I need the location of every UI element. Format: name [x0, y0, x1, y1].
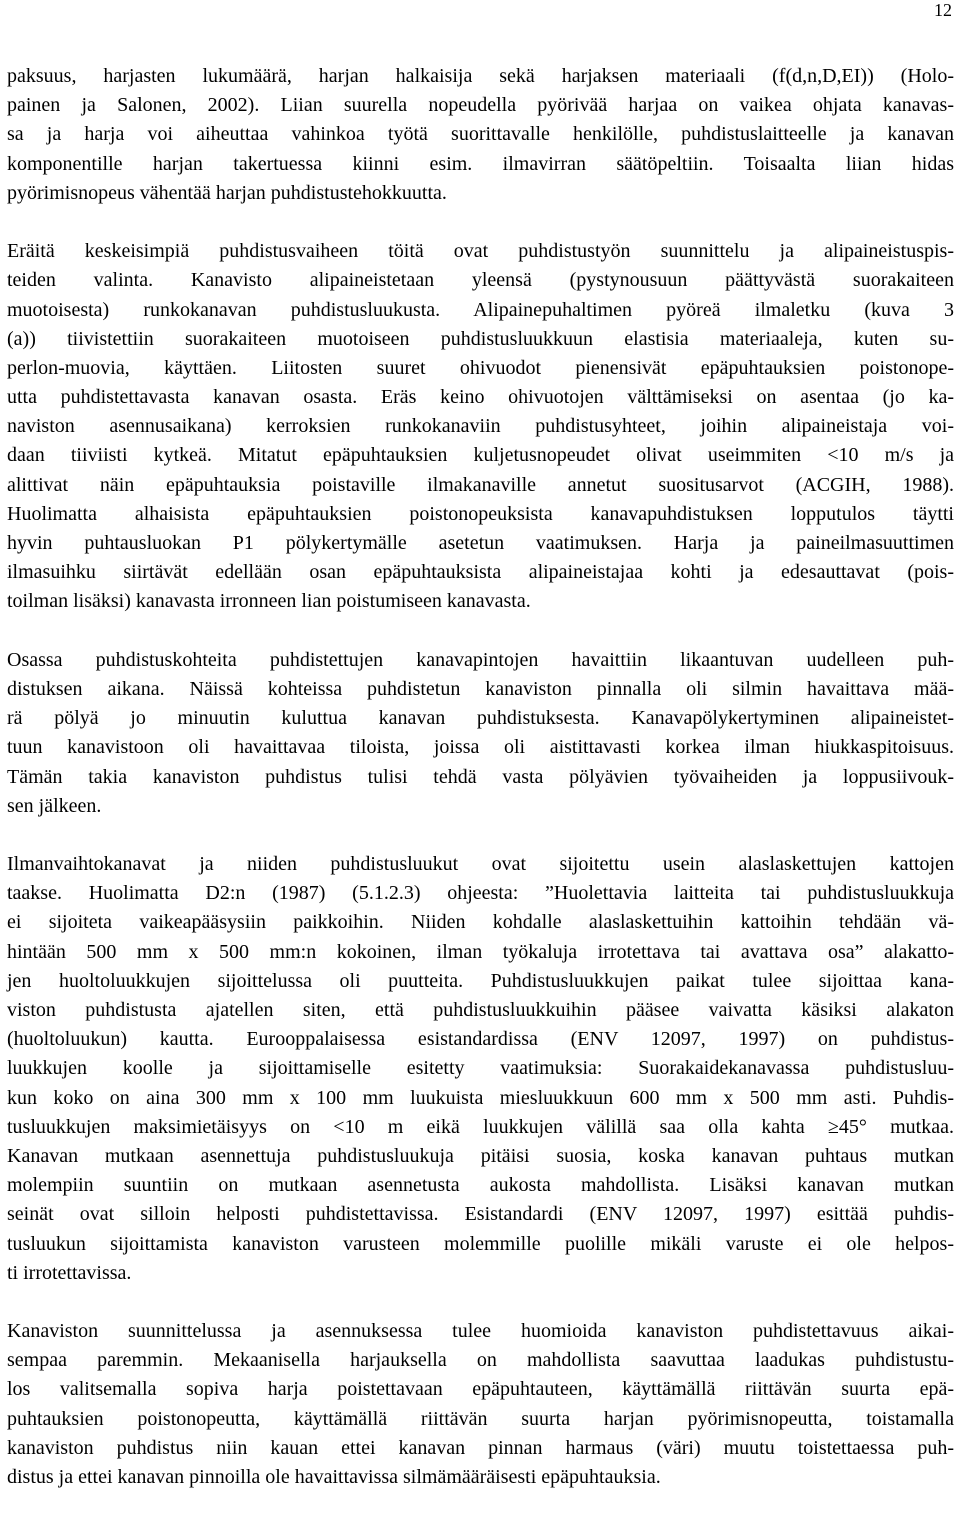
text-line: rä pölyä jo minuutin kuluttua kanavan puhdistuksesta. Kanavapölykertyminen alipaineistet-	[7, 707, 954, 730]
text-line: (huoltoluukun) kautta. Eurooppalaisessa esistandardissa (ENV 12097, 1997) on puhdistus-	[7, 1028, 954, 1051]
document-body	[7, 62, 954, 1521]
text-line: distuksen aikana. Näissä kohteissa puhdistetun kanaviston pinnalla oli silmin havaittava mää-	[7, 677, 954, 700]
text-line: hintään 500 mm x 500 mm:n kokoinen, ilman työkaluja irrotettava tai avattava osa” alakatto-	[7, 940, 954, 963]
text-line: tusluukkujen maksimietäisyys on <10 m eikä luukkujen välillä saa olla kahta ≥45° mutkaa.	[7, 1115, 954, 1138]
text-line: tuun kanavistoon oli havaittavaa tiloista, joissa oli aistittavasti korkea ilman hiukkaspitoisuus.	[7, 736, 954, 759]
text-line: Ilmanvaihtokanavat ja niiden puhdistusluukut ovat sijoitettu usein alaslaskettujen kattojen	[7, 853, 954, 876]
text-line: seinät ovat silloin helposti puhdistettavissa. Esistandardi (ENV 12097, 1997) esittää puhdis-	[7, 1203, 954, 1226]
paragraph-3	[7, 646, 954, 821]
text-line: Eräitä keskeisimpiä puhdistusvaiheen töitä ovat puhdistustyön suunnittelu ja alipaineistuspis-	[7, 240, 954, 263]
text-line: teiden valinta. Kanavisto alipaineistetaan yleensä (pystynousuun päättyvästä suorakaiteen	[7, 269, 954, 292]
text-line: taakse. Huolimatta D2:n (1987) (5.1.2.3) ohjeesta: ”Huolettavia laitteita tai puhdistusluukkuja	[7, 882, 954, 905]
text-line: kanaviston puhdistus niin kauan ettei kanavan pinnan harmaus (väri) muutu toistettaessa puh-	[7, 1436, 954, 1459]
text-line: sa ja harja voi aiheuttaa vahinkoa työtä suorittavalle henkilölle, puhdistuslaitteelle ja kanavan	[7, 123, 954, 146]
text-line: viston puhdistusta ajatellen siten, että puhdistusluukkuihin pääsee vaivatta käsiksi alakaton	[7, 999, 954, 1021]
text-line: Osassa puhdistuskohteita puhdistettujen kanavapintojen havaittiin likaantuvan uudelleen puh-	[7, 648, 954, 671]
text-line: sempaa paremmin. Mekaanisella harjauksella on mahdollista saavuttaa laadukas puhdistustu-	[7, 1349, 954, 1372]
paragraph-1	[7, 62, 954, 208]
text-line: (a)) tiivistettiin suorakaiteen muotoiseen puhdistusluukkuun elastisia materiaaleja, kuten su-	[7, 327, 954, 350]
text-line: paksuus, harjasten lukumäärä, harjan halkaisija sekä harjaksen materiaali (f(d,n,D,EI)) (Holo-	[7, 65, 954, 87]
text-line: perlon-muovia, käyttäen. Liitosten suuret ohivuodot pienensivät epäpuhtauksien poistonope-	[7, 356, 954, 379]
text-line: ei sijoiteta vaikeapääsysiin paikkoihin. Niiden kohdalle alaslaskettuihin kattoihin tehdään vä-	[7, 911, 954, 934]
text-line: hyvin puhtausluokan P1 pölykertymälle asetetun vaatimuksen. Harja ja paineilmasuuttimen	[7, 532, 954, 554]
text-line: los valitsemalla sopiva harja poistettavaan epäpuhtauteen, käyttämällä riittävän suurta epä-	[7, 1378, 954, 1401]
text-line: alittivat näin epäpuhtauksia poistaville ilmakanaville annetut suositusarvot (ACGIH, 1988).	[7, 473, 954, 496]
text-line: painen ja Salonen, 2002). Liian suurella nopeudella pyörivää harjaa on vaikea ohjata kanavas-	[7, 94, 954, 117]
text-line: naviston asennusaikana) kerroksien runkokanaviin puhdistusyhteet, joihin alipaineistaja voi-	[7, 415, 954, 438]
text-line: molempiin suuntiin on mutkaan asennetusta aukosta mahdollista. Lisäksi kanavan mutkan	[7, 1174, 954, 1197]
text-line: utta puhdistettavasta kanavan osasta. Eräs keino ohivuotojen välttämiseksi on asentaa (jo ka-	[7, 386, 954, 409]
text-line: kun koko on aina 300 mm x 100 mm luukuista miesluukkuun 600 mm x 500 mm asti. Puhdis-	[7, 1086, 954, 1109]
paragraph-2	[7, 237, 954, 616]
text-line: sen jälkeen.	[7, 794, 102, 817]
text-line: puhtauksien poistonopeutta, käyttämällä riittävän suurta harjan pyörimisnopeutta, toistamalla	[7, 1407, 954, 1430]
page-number: 12	[934, 0, 952, 20]
text-line: Huolimatta alhaisista epäpuhtauksien poistonopeuksista kanavapuhdistuksen lopputulos täytti	[7, 502, 954, 525]
text-line: tusluukun sijoittamista kanaviston varusteen molemmille puolille mikäli varuste ei ole helpos-	[7, 1232, 954, 1255]
paragraph-4	[7, 850, 954, 1288]
text-line: Tämän takia kanaviston puhdistus tulisi tehdä vasta pölyävien työvaiheiden ja loppusiivouk-	[7, 765, 954, 788]
text-line: daan tiiviisti kytkeä. Mitatut epäpuhtauksien kuljetusnopeudet olivat useimmiten <10 m/s ja	[7, 444, 954, 467]
text-line: pyörimisnopeus vähentää harjan puhdistustehokkuutta.	[7, 181, 447, 204]
paragraph-5	[7, 1317, 954, 1492]
text-line: Kanaviston suunnittelussa ja asennuksessa tulee huomioida kanaviston puhdistettavuus aikai-	[7, 1320, 954, 1343]
text-line: komponentille harjan takertuessa kiinni esim. ilmavirran säätöpeltiin. Toisaalta liian hidas	[7, 152, 954, 175]
text-line: distus ja ettei kanavan pinnoilla ole havaittavissa silmämääräisesti epäpuhtauksia.	[7, 1466, 661, 1488]
text-line: jen huoltoluukkujen sijoittelussa oli puutteita. Puhdistusluukkujen paikat tulee sijoittaa kana-	[7, 969, 954, 992]
text-line: toilman lisäksi) kanavasta irronneen lian poistumiseen kanavasta.	[7, 590, 531, 613]
text-line: luukkujen koolle ja sijoittamiselle esitetty vaatimuksia: Suorakaidekanavassa puhdistusluu-	[7, 1057, 954, 1080]
text-line: muotoisesta) runkokanavan puhdistusluukusta. Alipainepuhaltimen pyöreä ilmaletku (kuva 3	[7, 298, 954, 321]
text-line: ilmasuihku siirtävät edellään osan epäpuhtauksista alipaineistajaa kohti ja edesauttavat (pois-	[7, 561, 954, 584]
text-line: ti irrotettavissa.	[7, 1261, 132, 1284]
text-line: Kanavan mutkaan asennettuja puhdistusluukuja pitäisi suosia, koska kanavan puhtaus mutkan	[7, 1144, 954, 1167]
